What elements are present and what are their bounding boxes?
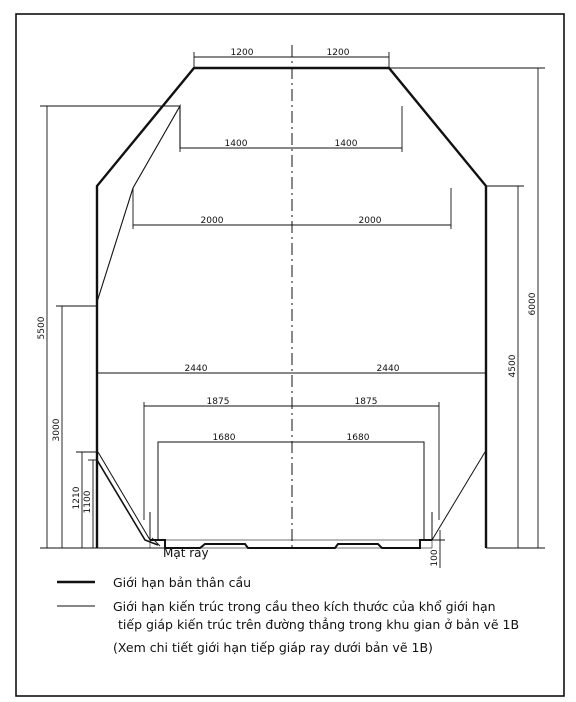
right-height-dimensions	[389, 68, 545, 568]
dim-wide-left: 2440	[184, 364, 208, 374]
dim-height-5500: 5500	[37, 316, 47, 340]
dim-upper-left: 1400	[224, 139, 248, 149]
dim-rail-100: 100	[430, 549, 440, 567]
left-lower-diagonal	[98, 452, 150, 540]
dim-top-left: 1200	[230, 48, 254, 58]
legend-item-bridge-limit: Giới hạn bản thân cầu	[113, 575, 252, 590]
legend-item-arch-limit-line1: Giới hạn kiến trúc trong cầu theo kích thước của khổ giới hạn	[113, 599, 496, 614]
dim-height-3000: 3000	[52, 418, 62, 442]
right-lower-diagonal	[432, 452, 485, 540]
dim-height-4500: 4500	[508, 354, 518, 378]
dim-lower-right: 1875	[354, 397, 378, 407]
dim-upper-right: 1400	[334, 139, 358, 149]
legend-note: (Xem chi tiết giới hạn tiếp giáp ray dưới bản vẽ 1B)	[113, 640, 433, 655]
dim-height-1100: 1100	[83, 490, 93, 514]
dim-wide-right: 2440	[376, 364, 400, 374]
dim-mid-right: 2000	[358, 216, 382, 226]
dim-height-6000: 6000	[528, 292, 538, 316]
rail-label: Mặt ray	[163, 546, 209, 560]
dim-height-1210: 1210	[72, 486, 82, 510]
legend-item-arch-limit-line2: tiếp giáp kiến trúc trên đường thẳng trong khu gian ở bản vẽ 1B	[118, 617, 520, 632]
dim-base-left: 1680	[212, 433, 236, 443]
dim-top-right: 1200	[326, 48, 350, 58]
inner-clearance-limit	[150, 442, 432, 540]
dim-base-right: 1680	[346, 433, 370, 443]
dim-lower-left: 1875	[206, 397, 230, 407]
dim-mid-left: 2000	[200, 216, 224, 226]
